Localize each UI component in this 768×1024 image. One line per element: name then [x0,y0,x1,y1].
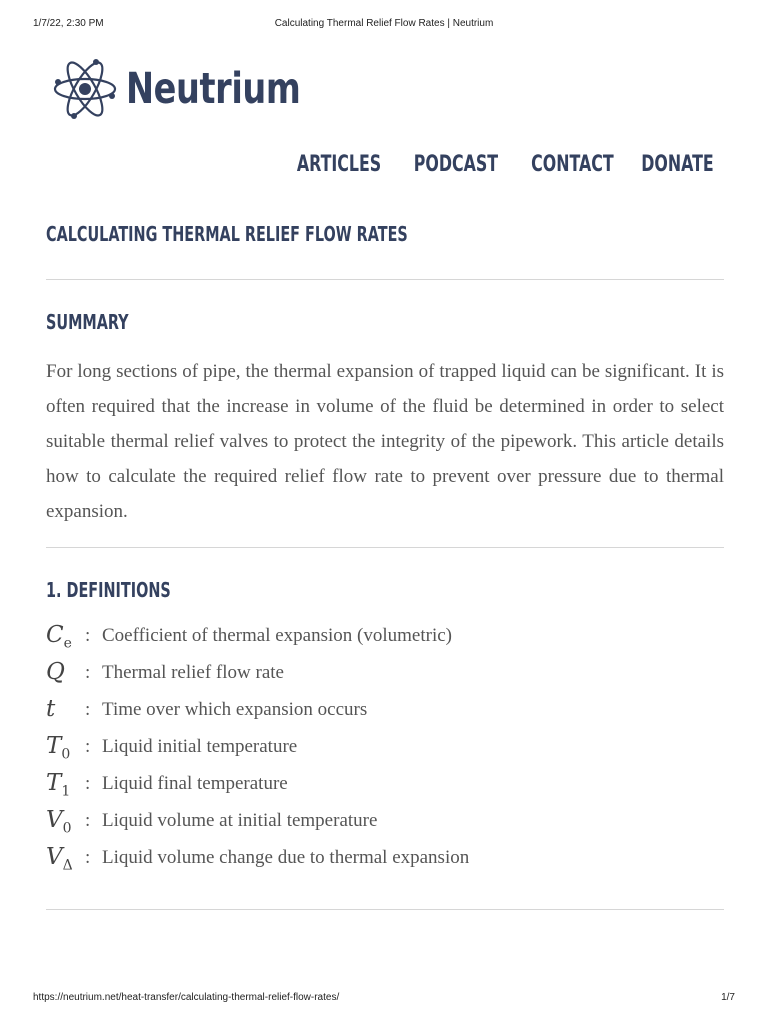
definition-text: Liquid final temperature [102,773,288,794]
definition-row [46,622,724,659]
definition-separator: : [85,773,91,794]
summary-heading: SUMMARY [46,310,129,334]
article-title: CALCULATING THERMAL RELIEF FLOW RATES [46,222,408,246]
definition-separator: : [85,662,91,683]
definitions-heading: 1. DEFINITIONS [46,578,171,602]
definition-separator: : [85,810,91,831]
print-url: https://neutrium.net/heat-transfer/calculating-thermal-relief-flow-rates/ [33,992,340,1003]
definition-row [46,770,724,807]
definition-row [46,733,724,770]
definition-separator: : [85,847,91,868]
definition-row [46,659,724,696]
definition-text: Liquid initial temperature [102,736,298,757]
definition-separator: : [85,736,91,757]
site-name: Neutrium [126,64,301,114]
definition-symbol: $T_1$ [46,770,71,800]
definition-text: Time over which expansion occurs [102,699,368,720]
definitions-list [46,622,724,881]
print-page-title: Calculating Thermal Relief Flow Rates | Neutrium [274,18,494,29]
definition-symbol: $V_0$ [46,807,72,837]
definition-text: Liquid volume change due to thermal expansion [102,847,470,868]
nav-articles[interactable]: ARTICLES [296,152,382,177]
divider [46,279,724,280]
summary-paragraph: For long sections of pipe, the thermal expansion of trapped liquid can be significant. It is often required that the increase in volume of the fluid be determined in order to select suitable thermal relief valves to protect the integrity of the pipework. This article details how to calculate the required relief flow rate to prevent over pressure due to thermal expansion. [46,361,724,522]
definition-row [46,807,724,844]
definition-separator: : [85,625,91,646]
definition-separator: : [85,699,91,720]
divider [46,909,724,910]
nav-contact[interactable]: CONTACT [530,152,614,177]
definition-symbol: t [46,696,56,722]
page-number: 1/7 [721,992,735,1003]
nav-donate[interactable]: DONATE [641,152,714,177]
definition-row [46,696,724,733]
main-nav [286,152,714,177]
definition-symbol: Q [46,659,65,685]
definition-row [46,844,724,881]
definition-symbol: $C_e$ [46,622,72,652]
atom-icon [52,56,118,122]
print-footer [0,992,768,1006]
definition-text: Thermal relief flow rate [102,662,284,683]
site-logo[interactable] [52,56,301,128]
definition-text: Liquid volume at initial temperature [102,810,378,831]
print-header [0,18,768,32]
print-datetime: 1/7/22, 2:30 PM [33,18,104,29]
nav-podcast[interactable]: PODCAST [414,152,499,177]
definition-symbol: $V_\Delta$ [46,844,73,874]
definition-symbol: $T_0$ [46,733,71,763]
divider [46,547,724,548]
definition-text: Coefficient of thermal expansion (volumetric) [102,625,452,646]
